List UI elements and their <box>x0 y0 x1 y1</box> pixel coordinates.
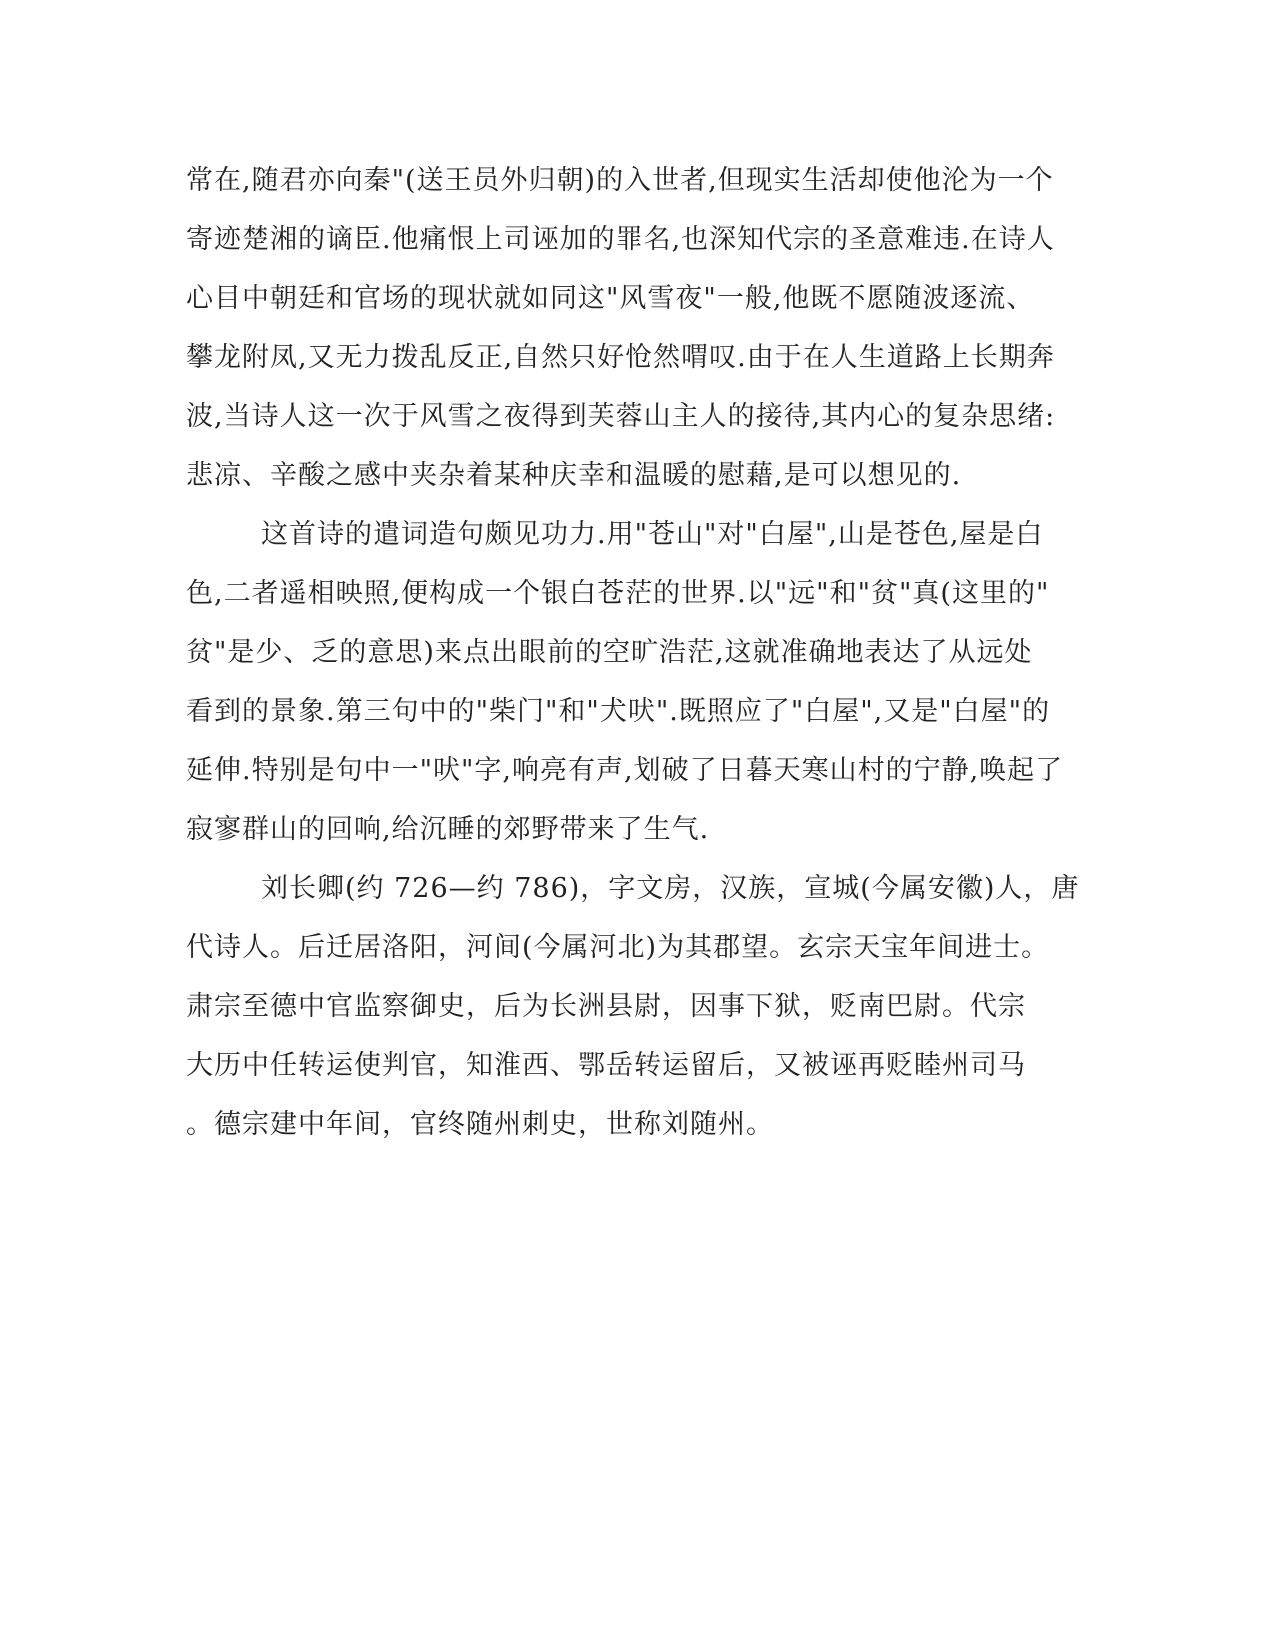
paragraph-3-line-1: 刘长卿(约 726—约 786)，字文房，汉族，宣城(今属安徽)人，唐 <box>261 873 1080 904</box>
paragraph-2-line-4: 看到的景象.第三句中的"柴门"和"犬吠".既照应了"白屋",又是"白屋"的 <box>186 696 1051 727</box>
paragraph-2-line-5: 延伸.特别是句中一"吠"字,响亮有声,划破了日暮天寒山村的宁静,唤起了 <box>186 755 1064 786</box>
paragraph-2-line-2: 色,二者遥相映照,便构成一个银白苍茫的世界.以"远"和"贫"真(这里的" <box>186 578 1050 609</box>
paragraph-3-line-5: 。德宗建中年间，官终随州刺史，世称刘随州。 <box>186 1109 774 1140</box>
paragraph-2-line-1: 这首诗的遣词造句颇见功力.用"苍山"对"白屋",山是苍色,屋是白 <box>261 519 1044 550</box>
paragraph-1-line-4: 攀龙附凤,又无力拨乱反正,自然只好怆然喟叹.由于在人生道路上长期奔 <box>186 342 1055 373</box>
paragraph-3-line-3: 肃宗至德中官监察御史，后为长洲县尉，因事下狱，贬南巴尉。代宗 <box>186 991 1026 1022</box>
paragraph-3-line-2: 代诗人。后迁居洛阳，河间(今属河北)为其郡望。玄宗天宝年间进士。 <box>186 932 1050 963</box>
paragraph-1-line-1: 常在,随君亦向秦"(送王员外归朝)的入世者,但现实生活却使他沦为一个 <box>186 165 1054 196</box>
paragraph-1-line-2: 寄迹楚湘的谪臣.他痛恨上司诬加的罪名,也深知代宗的圣意难违.在诗人 <box>186 224 1055 255</box>
paragraph-2-line-3: 贫"是少、乏的意思)来点出眼前的空旷浩茫,这就准确地表达了从远处 <box>186 637 1033 668</box>
paragraph-3-line-4: 大历中任转运使判官，知淮西、鄂岳转运留后，又被诬再贬睦州司马 <box>186 1050 1026 1081</box>
paragraph-1-line-3: 心目中朝廷和官场的现状就如同这"风雪夜"一般,他既不愿随波逐流、 <box>186 283 1035 314</box>
paragraph-2-line-6: 寂寥群山的回响,给沉睡的郊野带来了生气. <box>186 814 710 845</box>
paragraph-1-line-6: 悲凉、辛酸之感中夹杂着某种庆幸和温暖的慰藉,是可以想见的. <box>186 460 962 491</box>
paragraph-1-line-5: 波,当诗人这一次于风雪之夜得到芙蓉山主人的接待,其内心的复杂思绪: <box>186 401 1056 432</box>
